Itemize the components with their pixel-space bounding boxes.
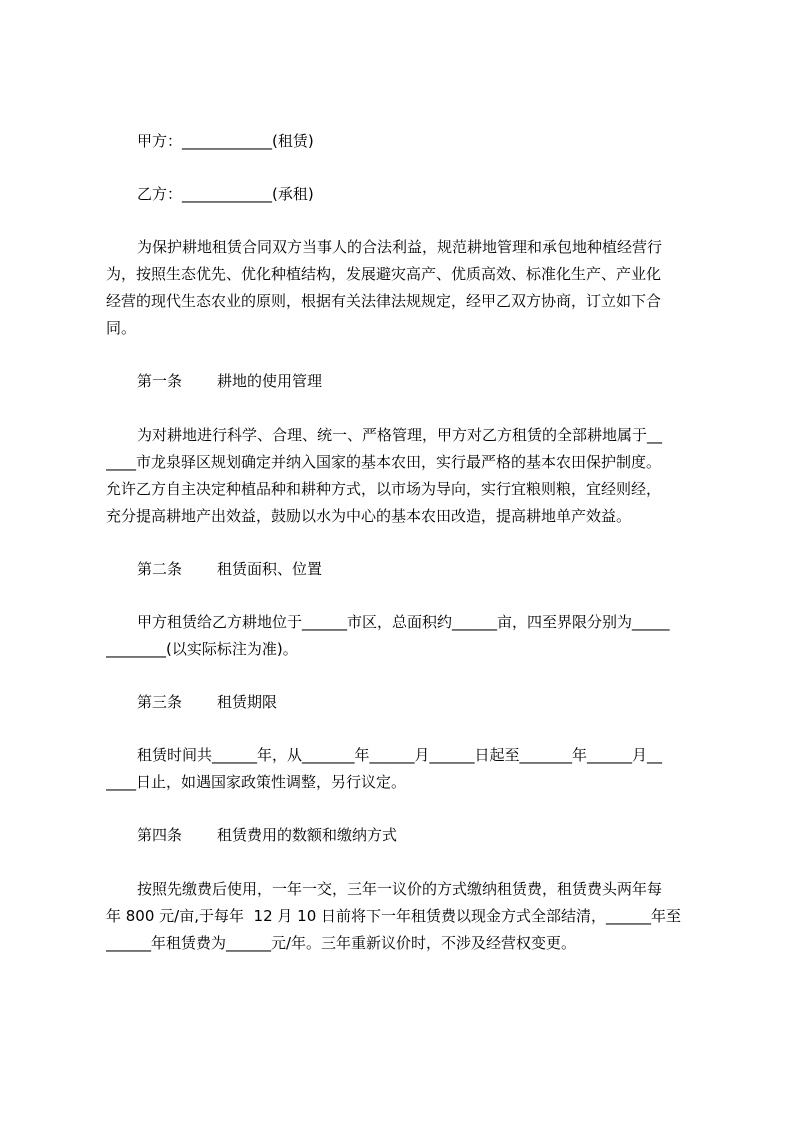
article-number: 第四条 [137,826,183,844]
article-3-heading [137,692,733,712]
article-4-line: ______年租赁费为______元/年。三年重新议价时，不涉及经营权变更。 [106,934,577,952]
article-4-line: 年 800 元/亩,于每年 12 月 10 日前将下一年租赁费以现金方式全部结清，______年至 [106,907,682,925]
article-2-line: 甲方租赁给乙方耕地位于______市区，总面积约______亩，四至界限分别为_____ [137,613,670,631]
preamble-line: 经营的现代生态农业的原则，根据有关法律法规规定，经甲乙双方协商，订立如下合 [106,292,662,310]
party-a-line: 甲方：____________(租赁) [137,132,314,150]
article-2-heading [137,559,733,579]
preamble-line: 同。 [106,319,137,337]
article-4-line: 按照先缴费后使用，一年一交，三年一议价的方式缴纳租赁费，租赁费头两年每 [137,880,663,898]
article-number: 第三条 [137,693,183,711]
article-1-line: 充分提高耕地产出效益，鼓励以水为中心的基本农田改造，提高耕地单产效益。 [106,507,632,525]
article-3-line: 租赁时间共______年，从_______年______月______日起至_______年______月__ [137,746,663,764]
article-2-line: ________(以实际标注为准)。 [106,640,298,658]
preamble-line: 为，按照生态优先、优化种植结构，发展避灾高产、优质高效、标准化生产、产业化 [106,265,662,283]
article-4-heading [137,825,733,845]
article-1-line: ____市龙泉驿区规划确定并纳入国家的基本农田，实行最严格的基本农田保护制度。 [106,453,662,471]
article-title: 租赁费用的数额和缴纳方式 [217,826,398,844]
article-title: 耕地的使用管理 [217,372,323,390]
article-number: 第二条 [137,560,183,578]
article-1-line: 为对耕地进行科学、合理、统一、严格管理，甲方对乙方租赁的全部耕地属于__ [137,426,663,444]
party-b-line: 乙方：____________(承租) [137,185,314,203]
article-1-line: 允许乙方自主决定种植品种和耕种方式，以市场为导向，实行宜粮则粮，宜经则经， [106,480,662,498]
article-title: 租赁期限 [217,693,278,711]
article-number: 第一条 [137,372,183,390]
article-1-heading [137,371,733,391]
preamble-line: 为保护耕地租赁合同双方当事人的合法利益，规范耕地管理和承包地种植经营行 [137,238,663,256]
article-3-line: ____日止，如遇国家政策性调整，另行议定。 [106,773,407,791]
article-title: 租赁面积、位置 [217,560,323,578]
